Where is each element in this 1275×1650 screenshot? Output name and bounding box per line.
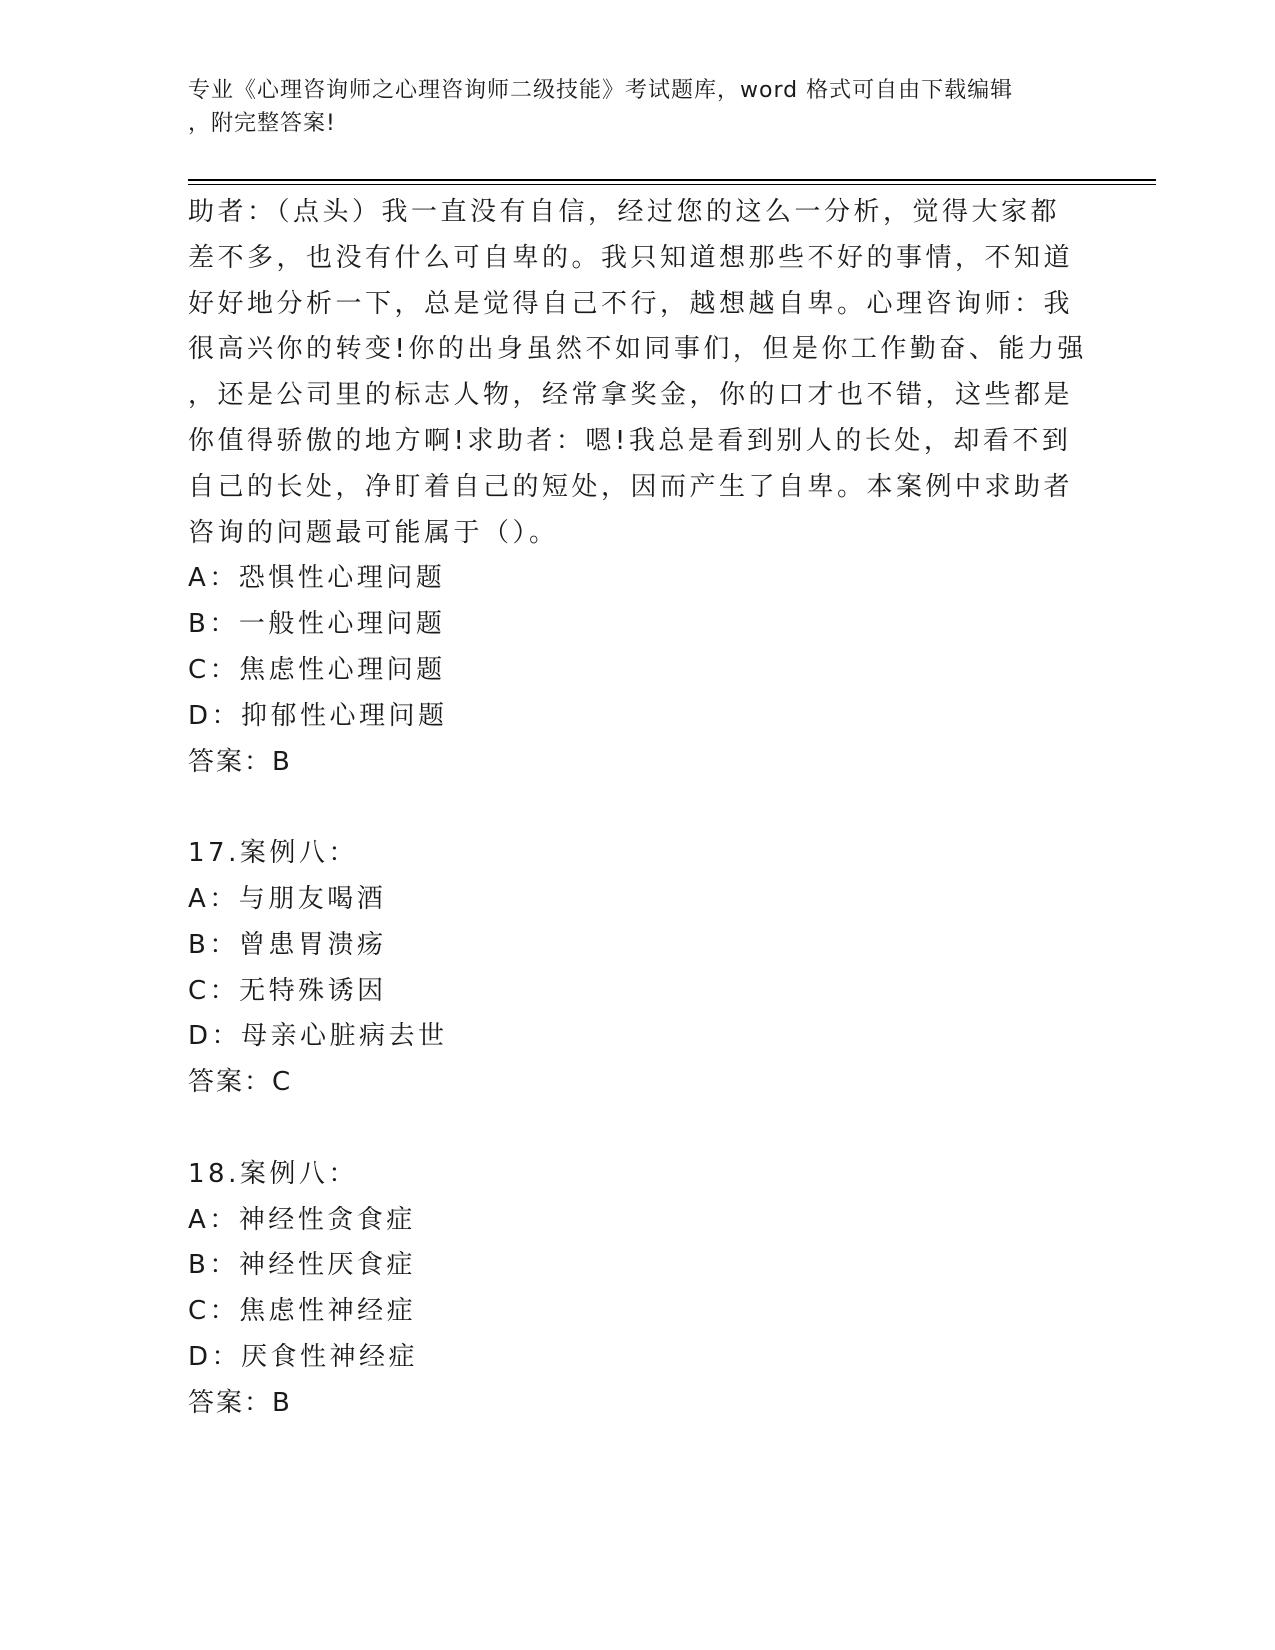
question-18 [188,1152,1088,1427]
document-body [188,190,1088,1427]
header-divider-thick [188,179,1156,181]
question-title: 17.案例八： [188,838,358,869]
option-b: B：神经性厌食症 [188,1250,416,1281]
question-stem-line: 咨询的问题最可能属于（）。 [188,517,559,548]
question-stem-line: 很高兴你的转变!你的出身虽然不如同事们，但是你工作勤奋、能力强 [188,334,1087,365]
answer-line: 答案：B [188,1387,292,1418]
option-d: D：母亲心脏病去世 [188,1021,448,1052]
spacer [188,1106,1088,1152]
question-stem-line: 自己的长处，净盯着自己的短处，因而产生了自卑。本案例中求助者 [188,471,1074,502]
spacer [188,785,1088,831]
option-c: C：无特殊诱因 [188,975,387,1006]
question-title: 18.案例八： [188,1158,358,1189]
answer-line: 答案：B [188,746,292,777]
option-b: B：曾患胃溃疡 [188,929,387,960]
question-stem-line: 助者：（点头）我一直没有自信，经过您的这么一分析，觉得大家都 [188,197,1061,227]
question-17 [188,831,1088,1106]
document-header [188,74,1068,140]
option-c: C：焦虑性心理问题 [188,654,446,685]
option-a: A：恐惧性心理问题 [188,563,446,594]
question-stem-line: ，还是公司里的标志人物，经常拿奖金，你的口才也不错，这些都是 [188,380,1074,411]
option-b: B：一般性心理问题 [188,609,446,640]
header-divider-thin [188,184,1156,185]
question-16 [188,190,1088,785]
option-a: A：神经性贪食症 [188,1204,416,1235]
option-d: D：抑郁性心理问题 [188,700,448,731]
question-stem-line: 你值得骄傲的地方啊!求助者：嗯!我总是看到别人的长处，却看不到 [188,425,1072,456]
option-a: A：与朋友喝酒 [188,883,387,914]
answer-line: 答案：C [188,1067,293,1098]
header-line-1: 专业《心理咨询师之心理咨询师二级技能》考试题库，word 格式可自由下载编辑 [188,78,1014,103]
header-line-2: ，附完整答案! [188,111,336,136]
option-c: C：焦虑性神经症 [188,1296,417,1327]
question-stem-line: 差不多，也没有什么可自卑的。我只知道想那些不好的事情，不知道 [188,242,1074,273]
question-stem-line: 好好地分析一下，总是觉得自己不行，越想越自卑。心理咨询师：我 [188,288,1074,319]
option-d: D：厌食性神经症 [188,1341,419,1372]
